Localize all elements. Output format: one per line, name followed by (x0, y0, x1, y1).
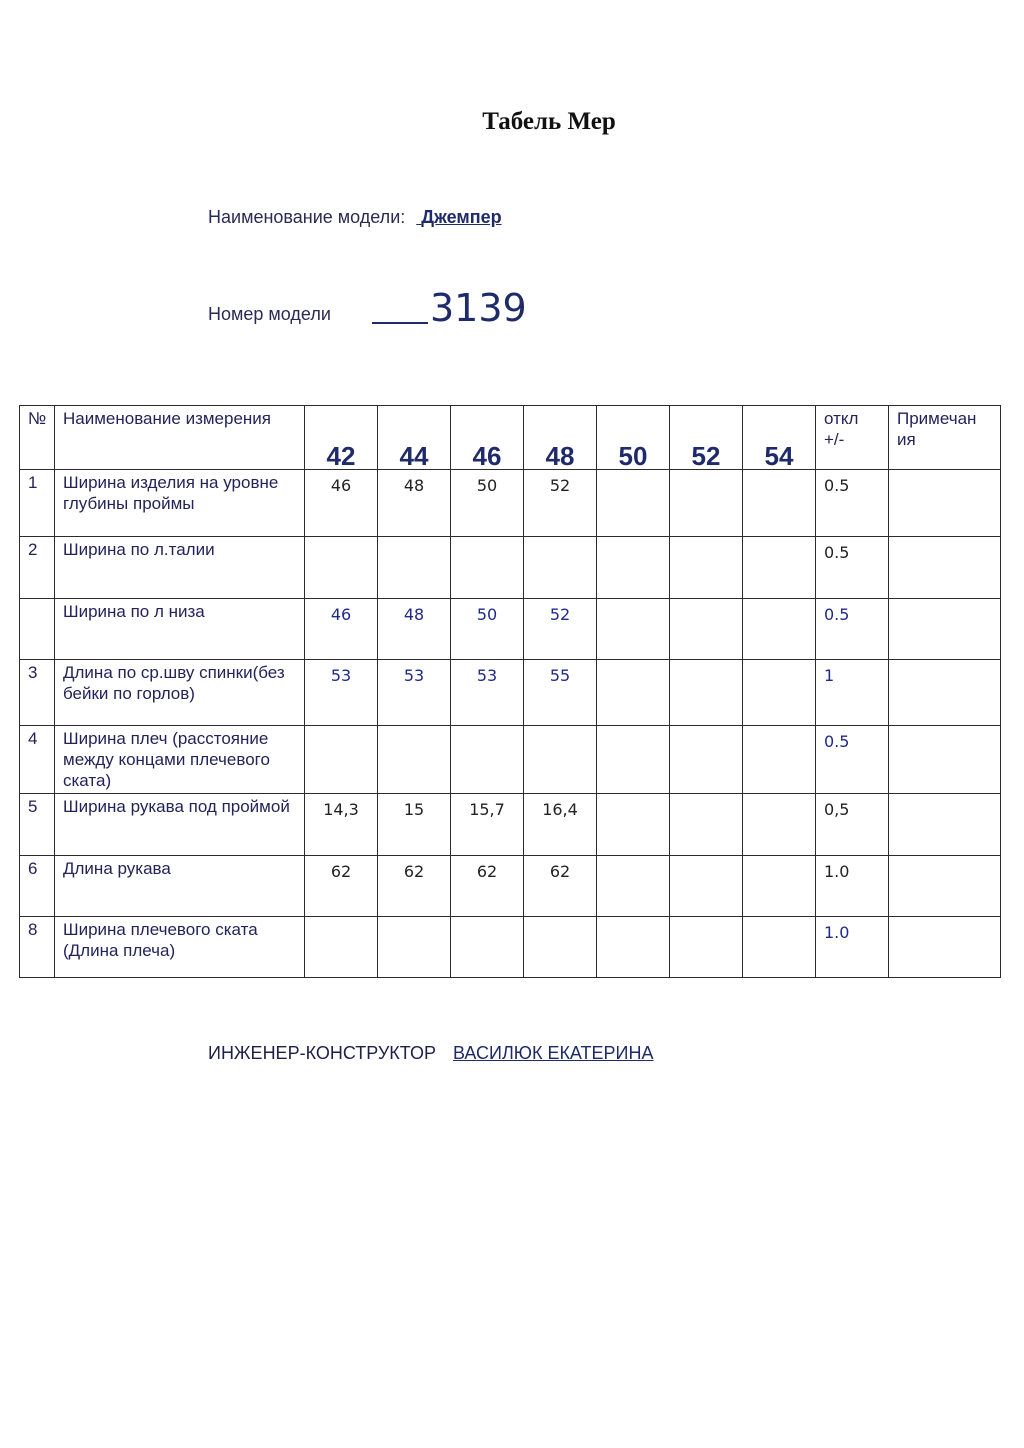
row-number: 1 (20, 470, 55, 537)
header-tolerance: откл +/- (816, 406, 889, 470)
size-value-cell (743, 794, 816, 856)
size-value-cell: 62 (378, 856, 451, 917)
size-value-cell (378, 537, 451, 599)
size-value-cell: 46 (305, 599, 378, 660)
row-number: 5 (20, 794, 55, 856)
signature-row (208, 1043, 653, 1064)
signature-role: ИНЖЕНЕР-КОНСТРУКТОР (208, 1043, 436, 1063)
table-header-row (20, 406, 1001, 470)
size-value-cell (670, 470, 743, 537)
table-row (20, 537, 1001, 599)
size-value-cell: 14,3 (305, 794, 378, 856)
size-value-cell (597, 537, 670, 599)
size-value-cell (743, 660, 816, 726)
size-value-cell (743, 537, 816, 599)
table-row (20, 660, 1001, 726)
table-row (20, 470, 1001, 537)
model-name-row (208, 207, 502, 228)
notes-cell (889, 856, 1001, 917)
model-name-text: Джемпер (421, 207, 502, 227)
row-number: 4 (20, 726, 55, 794)
size-value-cell: 48 (378, 599, 451, 660)
tolerance-cell: 1 (816, 660, 889, 726)
row-number: 2 (20, 537, 55, 599)
size-value-cell (597, 856, 670, 917)
table-row (20, 794, 1001, 856)
size-value-cell (597, 660, 670, 726)
header-size: 52 (670, 406, 743, 470)
row-number (20, 599, 55, 660)
header-size: 54 (743, 406, 816, 470)
size-value-cell: 50 (451, 599, 524, 660)
size-value-cell (743, 470, 816, 537)
measurement-name: Ширина плечевого ската (Длина плеча) (55, 917, 305, 978)
size-value-cell (524, 537, 597, 599)
header-size: 42 (305, 406, 378, 470)
size-value-cell: 62 (305, 856, 378, 917)
size-value-cell (451, 917, 524, 978)
size-value-cell: 48 (378, 470, 451, 537)
tolerance-cell: 0.5 (816, 599, 889, 660)
size-value-cell (451, 726, 524, 794)
measurement-name: Ширина плеч (расстояние между концами плечевого ската) (55, 726, 305, 794)
size-value-cell: 15,7 (451, 794, 524, 856)
size-value-cell (743, 917, 816, 978)
notes-cell (889, 794, 1001, 856)
size-value-cell: 62 (524, 856, 597, 917)
size-value-cell (305, 726, 378, 794)
notes-cell (889, 726, 1001, 794)
table-row (20, 726, 1001, 794)
size-value-cell: 52 (524, 470, 597, 537)
document-title: Табель Мер (482, 108, 616, 135)
header-size: 48 (524, 406, 597, 470)
row-number: 8 (20, 917, 55, 978)
size-value-cell (743, 856, 816, 917)
table-row (20, 917, 1001, 978)
size-value-cell (378, 917, 451, 978)
measurement-table (19, 405, 1001, 978)
size-value-cell (597, 917, 670, 978)
notes-cell (889, 599, 1001, 660)
size-value-cell: 53 (378, 660, 451, 726)
size-value-cell: 53 (451, 660, 524, 726)
notes-cell (889, 917, 1001, 978)
size-value-cell (670, 537, 743, 599)
table-row (20, 856, 1001, 917)
header-size: 44 (378, 406, 451, 470)
tolerance-cell: 0.5 (816, 726, 889, 794)
model-name-value (416, 207, 501, 228)
tolerance-cell: 0,5 (816, 794, 889, 856)
model-number-value: 3139 (430, 286, 527, 330)
header-notes: Примечан ия (889, 406, 1001, 470)
size-value-cell: 55 (524, 660, 597, 726)
size-value-cell (670, 794, 743, 856)
notes-cell (889, 660, 1001, 726)
size-value-cell (743, 726, 816, 794)
size-value-cell: 53 (305, 660, 378, 726)
size-value-cell (305, 917, 378, 978)
tolerance-cell: 0.5 (816, 537, 889, 599)
tolerance-cell: 0.5 (816, 470, 889, 537)
size-value-cell: 16,4 (524, 794, 597, 856)
tolerance-cell: 1.0 (816, 856, 889, 917)
row-number: 3 (20, 660, 55, 726)
size-value-cell: 15 (378, 794, 451, 856)
header-size: 46 (451, 406, 524, 470)
size-value-cell: 50 (451, 470, 524, 537)
size-value-cell (597, 470, 670, 537)
header-no: № (20, 406, 55, 470)
size-value-cell: 46 (305, 470, 378, 537)
measurement-name: Ширина рукава под проймой (55, 794, 305, 856)
model-number-blank-line (372, 322, 428, 324)
size-value-cell (743, 599, 816, 660)
size-value-cell (670, 726, 743, 794)
measurement-name: Ширина изделия на уровне глубины проймы (55, 470, 305, 537)
tolerance-cell: 1.0 (816, 917, 889, 978)
size-value-cell (378, 726, 451, 794)
size-value-cell (524, 726, 597, 794)
model-name-label: Наименование модели: (208, 207, 406, 227)
size-value-cell (670, 856, 743, 917)
size-value-cell: 52 (524, 599, 597, 660)
size-value-cell (597, 794, 670, 856)
notes-cell (889, 470, 1001, 537)
size-value-cell (451, 537, 524, 599)
notes-cell (889, 537, 1001, 599)
signature-name: ВАСИЛЮК ЕКАТЕРИНА (453, 1043, 654, 1063)
measurement-name: Длина по ср.шву спинки(без бейки по горлов) (55, 660, 305, 726)
size-value-cell: 62 (451, 856, 524, 917)
size-value-cell (670, 660, 743, 726)
size-value-cell (670, 599, 743, 660)
model-number-label: Номер модели (208, 304, 331, 324)
measurement-name: Ширина по л.талии (55, 537, 305, 599)
row-number: 6 (20, 856, 55, 917)
size-value-cell (305, 537, 378, 599)
size-value-cell (524, 917, 597, 978)
measurement-name: Длина рукава (55, 856, 305, 917)
size-value-cell (597, 726, 670, 794)
size-value-cell (597, 599, 670, 660)
header-measurement: Наименование измерения (55, 406, 305, 470)
table-body (20, 470, 1001, 978)
measurement-name: Ширина по л низа (55, 599, 305, 660)
header-size: 50 (597, 406, 670, 470)
table-row (20, 599, 1001, 660)
size-value-cell (670, 917, 743, 978)
